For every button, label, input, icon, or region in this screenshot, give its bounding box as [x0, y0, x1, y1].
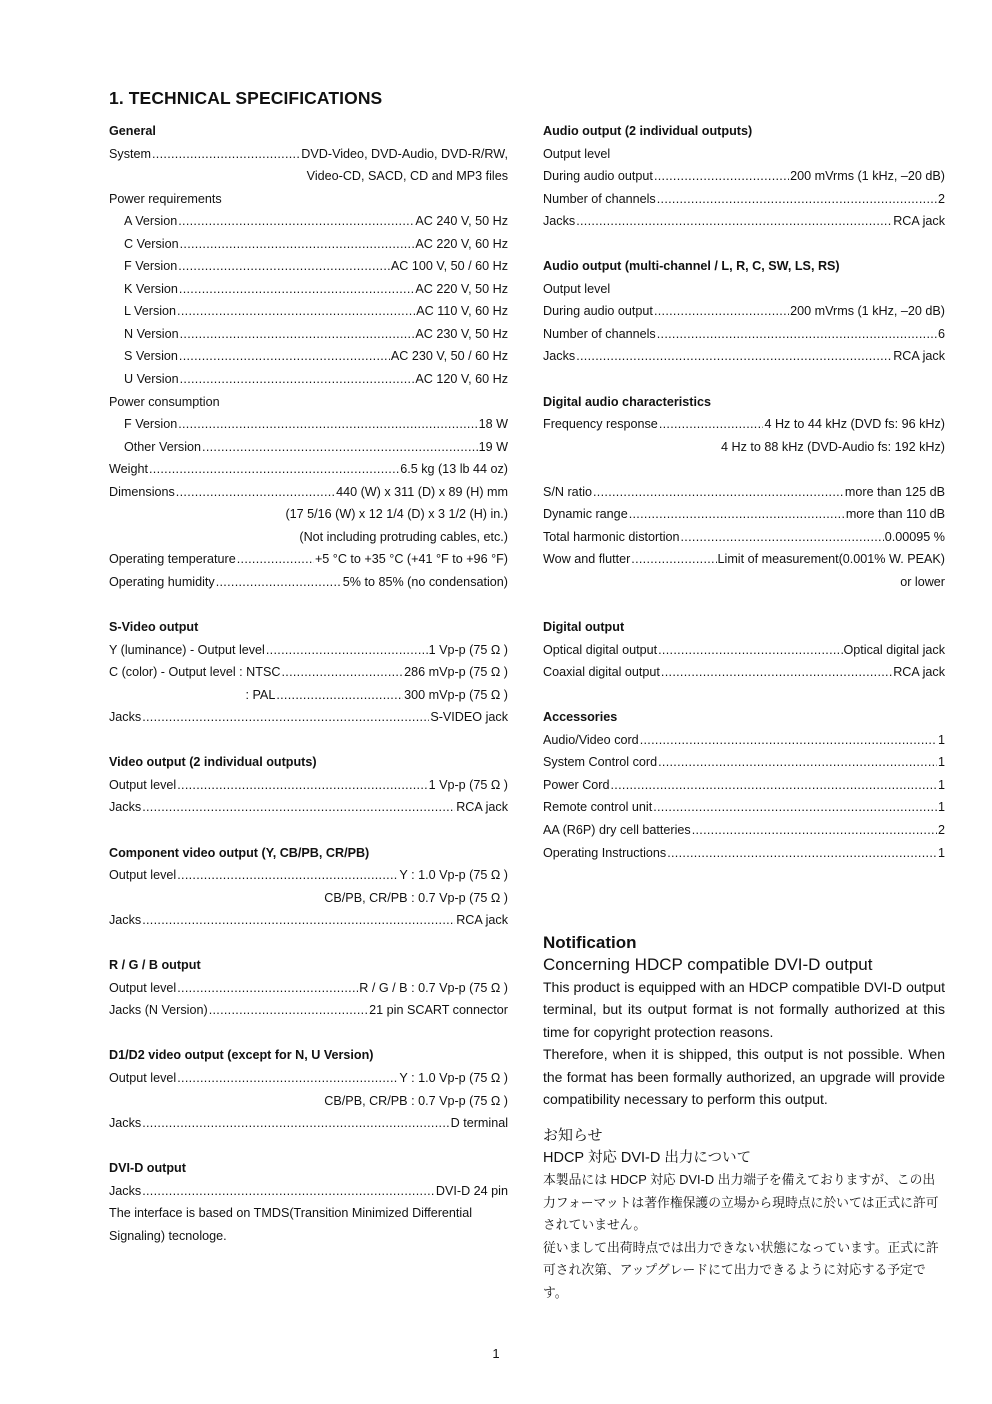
- dot-leader: [216, 571, 342, 594]
- dot-leader: [142, 1112, 449, 1135]
- dot-leader: [180, 323, 415, 346]
- spec-value: RCA jack: [893, 214, 945, 229]
- dot-leader: [661, 661, 892, 684]
- spec-label: A Version: [124, 214, 178, 229]
- spec-label: Frequency response: [543, 417, 658, 432]
- spec-row: [543, 345, 945, 368]
- spec-label: Dimensions: [109, 484, 175, 499]
- dot-leader: [657, 188, 937, 211]
- section-title: Audio output (2 individual outputs): [543, 124, 753, 138]
- spec-row: [109, 774, 508, 797]
- spec-label: Remote control unit: [543, 800, 653, 815]
- dot-leader: [142, 706, 429, 729]
- spec-row: [543, 323, 945, 346]
- spec-continuation: Video-CD, SACD, CD and MP3 files: [306, 169, 508, 184]
- spec-row: [543, 661, 945, 684]
- spec-row: [543, 526, 945, 549]
- spec-label: Number of channels: [543, 191, 656, 206]
- spec-row: [109, 864, 508, 887]
- dot-leader: [593, 481, 844, 504]
- spec-row: [543, 503, 945, 526]
- dot-leader: [142, 796, 455, 819]
- spec-label: Jacks: [543, 349, 576, 364]
- spec-text: Signaling) tecnologe.: [109, 1228, 227, 1243]
- spec-value: RCA jack: [893, 665, 945, 680]
- dot-leader: [149, 458, 399, 481]
- spec-value: RCA jack: [456, 913, 508, 928]
- spec-row: [543, 188, 945, 211]
- spec-row: [543, 751, 945, 774]
- spec-row: [109, 413, 508, 436]
- spec-text: Output level: [543, 146, 611, 161]
- spec-value: more than 110 dB: [845, 507, 945, 522]
- spec-label: Operating temperature: [109, 552, 236, 567]
- spec-row: [109, 661, 508, 684]
- section-title: Accessories: [543, 710, 618, 725]
- spec-value: Optical digital jack: [843, 642, 945, 657]
- dot-leader: [180, 368, 415, 391]
- notification-section: [543, 932, 945, 1110]
- spec-label: Output level: [109, 777, 177, 792]
- spec-row: [109, 548, 508, 571]
- spec-row: [109, 684, 508, 707]
- dot-leader: [281, 661, 403, 684]
- spacer: [109, 1135, 508, 1158]
- spec-label: Operating humidity: [109, 574, 215, 589]
- spec-label: Jacks: [109, 1116, 142, 1131]
- spec-value: Y : 1.0 Vp-p (75 Ω ): [399, 1070, 508, 1085]
- dot-leader: [657, 323, 937, 346]
- dot-leader: [611, 774, 937, 797]
- dot-leader: [142, 909, 455, 932]
- spec-row: [109, 210, 508, 233]
- spec-label: During audio output: [543, 304, 653, 319]
- dot-leader: [237, 548, 314, 571]
- spec-label: Audio/Video cord: [543, 732, 639, 747]
- spec-label: Jacks: [543, 214, 576, 229]
- dot-leader: [202, 436, 478, 459]
- spec-row: [109, 1180, 508, 1203]
- spec-row: [543, 481, 945, 504]
- dot-leader: [152, 143, 300, 166]
- spec-row: [543, 774, 945, 797]
- spacer: [543, 233, 945, 256]
- spec-value: R / G / B : 0.7 Vp-p (75 Ω ): [359, 980, 508, 995]
- japanese-notice-subtitle: HDCP 対応 DVI-D 出力について: [543, 1150, 752, 1166]
- spec-value: 6: [937, 326, 945, 341]
- spec-label: Output level: [109, 868, 177, 883]
- spec-value: 300 mVp-p (75 Ω ): [404, 687, 508, 702]
- spec-label: Jacks (N Version): [109, 1003, 208, 1018]
- spec-row: [109, 999, 508, 1022]
- dot-leader: [692, 819, 937, 842]
- spec-row: [109, 300, 508, 323]
- spec-row: [543, 548, 945, 571]
- spec-text: Output level: [543, 281, 611, 296]
- japanese-notice-title: お知らせ: [543, 1127, 603, 1144]
- spec-label: : PAL: [109, 687, 276, 702]
- spec-value: 1: [937, 777, 945, 792]
- spec-continuation: (17 5/16 (W) x 12 1/4 (D) x 3 1/2 (H) in.): [285, 507, 508, 522]
- section-title: S-Video output: [109, 620, 199, 635]
- spec-label: Coaxial digital output: [543, 665, 660, 680]
- spec-label: C Version: [124, 236, 179, 251]
- dot-leader: [654, 300, 789, 323]
- spec-value: AC 220 V, 50 Hz: [415, 281, 508, 296]
- spec-value: AC 220 V, 60 Hz: [415, 236, 508, 251]
- spec-value: 1: [937, 755, 945, 770]
- spec-value: 2: [937, 191, 945, 206]
- spec-label: Wow and flutter: [543, 552, 631, 567]
- spec-row: [109, 278, 508, 301]
- dot-leader: [177, 1067, 398, 1090]
- spacer: [109, 1022, 508, 1045]
- spec-label: L Version: [124, 304, 177, 319]
- spec-label: U Version: [124, 372, 179, 387]
- spec-label: C (color) - Output level : NTSC: [109, 665, 281, 680]
- spacer: [543, 458, 945, 481]
- spec-text: Power requirements: [109, 191, 222, 206]
- spec-label: Number of channels: [543, 326, 656, 341]
- spec-value: 18 W: [478, 417, 508, 432]
- notification-body: Therefore, when it is shipped, this output is not possible. When the format has been formally authorized, an upgrade will provide compatibility necessary to perform this output.: [543, 1046, 945, 1108]
- spec-row: [109, 909, 508, 932]
- spec-label: Jacks: [109, 800, 142, 815]
- spec-text: The interface is based on TMDS(Transition Minimized Differential: [109, 1206, 473, 1221]
- spec-label: F Version: [124, 417, 178, 432]
- spec-row: [543, 413, 945, 436]
- spec-label: Jacks: [109, 710, 142, 725]
- dot-leader: [142, 1180, 435, 1203]
- spec-value: 1: [937, 845, 945, 860]
- spec-continuation: CB/PB, CR/PB : 0.7 Vp-p (75 Ω ): [324, 1093, 508, 1108]
- spec-label: Jacks: [109, 1183, 142, 1198]
- spec-value: RCA jack: [456, 800, 508, 815]
- dot-leader: [658, 639, 842, 662]
- dot-leader: [177, 774, 427, 797]
- spec-label: S/N ratio: [543, 484, 592, 499]
- spec-label: Jacks: [109, 913, 142, 928]
- spec-label: Output level: [109, 1070, 177, 1085]
- spec-row: [543, 165, 945, 188]
- spec-continuation: CB/PB, CR/PB : 0.7 Vp-p (75 Ω ): [324, 890, 508, 905]
- spec-row: [109, 796, 508, 819]
- spec-row: [109, 255, 508, 278]
- notification-body: This product is equipped with an HDCP compatible DVI-D output terminal, but its output format is not formally authorized at this time for copyright protection reasons.: [543, 979, 945, 1040]
- spec-row: [543, 819, 945, 842]
- spec-value: 440 (W) x 311 (D) x 89 (H) mm: [336, 484, 508, 499]
- spec-label: System Control cord: [543, 755, 658, 770]
- spec-value: 286 mVp-p (75 Ω ): [404, 665, 508, 680]
- section-title: Component video output (Y, CB/PB, CR/PB): [109, 845, 370, 860]
- spec-value: 200 mVrms (1 kHz, –20 dB): [790, 169, 945, 184]
- spec-label: S Version: [124, 349, 178, 364]
- spec-column-right: [543, 120, 945, 864]
- dot-leader: [653, 796, 937, 819]
- spacer: [109, 593, 508, 616]
- spec-continuation: 4 Hz to 88 kHz (DVD-Audio fs: 192 kHz): [721, 439, 945, 454]
- spec-value: AC 240 V, 50 Hz: [415, 214, 508, 229]
- spec-value: 1: [937, 800, 945, 815]
- spec-value: 21 pin SCART connector: [369, 1003, 508, 1018]
- spec-label: Power Cord: [543, 777, 610, 792]
- spec-label: Other Version: [124, 439, 202, 454]
- spec-label: Dynamic range: [543, 507, 628, 522]
- spec-value: 1: [937, 732, 945, 747]
- spec-row: [109, 571, 508, 594]
- spec-row: [109, 481, 508, 504]
- section-title: R / G / B output: [109, 958, 201, 973]
- dot-leader: [177, 977, 358, 1000]
- dot-leader: [667, 842, 937, 865]
- dot-leader: [576, 210, 892, 233]
- dot-leader: [629, 503, 845, 526]
- spec-row: [109, 345, 508, 368]
- dot-leader: [654, 165, 789, 188]
- spec-row: [109, 436, 508, 459]
- spec-value: 1 Vp-p (75 Ω ): [428, 777, 508, 792]
- spec-value: 6.5 kg (13 lb 44 oz): [400, 462, 508, 477]
- spec-label: N Version: [124, 326, 179, 341]
- spec-value: 5% to 85% (no condensation): [342, 574, 508, 589]
- dot-leader: [631, 548, 716, 571]
- spec-row: [109, 458, 508, 481]
- dot-leader: [266, 639, 428, 662]
- spec-row: [543, 796, 945, 819]
- spec-row: [543, 639, 945, 662]
- spacer: [543, 368, 945, 391]
- spec-label: Total harmonic distortion: [543, 529, 680, 544]
- dot-leader: [178, 413, 477, 436]
- spec-row: [109, 368, 508, 391]
- dot-leader: [177, 300, 415, 323]
- spec-value: AC 120 V, 60 Hz: [415, 372, 508, 387]
- spec-label: Optical digital output: [543, 642, 658, 657]
- dot-leader: [658, 751, 937, 774]
- notification-subtitle: Concerning HDCP compatible DVI-D output: [543, 955, 873, 974]
- spec-value: S-VIDEO jack: [430, 710, 508, 725]
- dot-leader: [179, 345, 390, 368]
- spec-value: AC 100 V, 50 / 60 Hz: [390, 259, 508, 274]
- spec-value: 200 mVrms (1 kHz, –20 dB): [790, 304, 945, 319]
- notification-title: Notification: [543, 933, 637, 952]
- page-number: 1: [492, 1346, 500, 1361]
- spec-value: 2: [937, 822, 945, 837]
- spec-row: [109, 233, 508, 256]
- spec-column-left: [109, 120, 508, 1247]
- section-title: Video output (2 individual outputs): [109, 755, 317, 770]
- section-title: DVI-D output: [109, 1161, 186, 1176]
- section-title: Digital output: [543, 620, 625, 635]
- spec-value: DVD-Video, DVD-Audio, DVD-R/RW,: [301, 146, 508, 161]
- spec-row: [109, 1112, 508, 1135]
- spec-row: [109, 1067, 508, 1090]
- spacer: [543, 593, 945, 616]
- dot-leader: [176, 481, 335, 504]
- spacer: [109, 819, 508, 842]
- spec-value: D terminal: [450, 1116, 508, 1131]
- section-title: Audio output (multi-channel / L, R, C, SW, LS, RS): [543, 259, 840, 274]
- spec-label: Operating Instructions: [543, 845, 667, 860]
- spec-label: During audio output: [543, 169, 653, 184]
- spec-continuation: (Not including protruding cables, etc.): [299, 529, 508, 544]
- dot-leader: [640, 729, 937, 752]
- dot-leader: [179, 278, 414, 301]
- spec-label: AA (R6P) dry cell batteries: [543, 822, 691, 837]
- spec-label: Weight: [109, 462, 148, 477]
- spacer: [109, 729, 508, 752]
- spec-row: [543, 300, 945, 323]
- spec-value: 1 Vp-p (75 Ω ): [428, 642, 508, 657]
- page-title: 1. TECHNICAL SPECIFICATIONS: [109, 88, 383, 108]
- spec-label: System: [109, 146, 151, 161]
- spec-row: [109, 143, 508, 166]
- dot-leader: [276, 684, 403, 707]
- japanese-notice-section: [543, 1125, 945, 1304]
- spec-row: [109, 706, 508, 729]
- spec-row: [543, 210, 945, 233]
- spec-value: Y : 1.0 Vp-p (75 Ω ): [399, 868, 508, 883]
- japanese-notice-body: 本製品には HDCP 対応 DVI-D 出力端子を備えておりますが、この出力フォーマットは著作権保護の立場から現時点に於いては正式に許可されていません。: [543, 1172, 939, 1232]
- spacer: [109, 932, 508, 955]
- spec-value: 4 Hz to 44 kHz (DVD fs: 96 kHz): [764, 417, 945, 432]
- spec-value: 19 W: [478, 439, 508, 454]
- spec-value: AC 230 V, 50 Hz: [415, 326, 508, 341]
- dot-leader: [659, 413, 764, 436]
- spec-label: Y (luminance) - Output level: [109, 642, 265, 657]
- spec-label: F Version: [124, 259, 178, 274]
- japanese-notice-body: 従いまして出荷時点では出力できない状態になっています。正式に許可され次第、アップグレードにて出力できるように対応する予定です。: [543, 1239, 939, 1300]
- dot-leader: [177, 864, 398, 887]
- spec-value: +5 °C to +35 °C (+41 °F to +96 °F): [314, 552, 508, 567]
- spacer: [543, 684, 945, 707]
- spec-value: 0.00095 %: [884, 529, 945, 544]
- dot-leader: [209, 999, 368, 1022]
- spec-value: DVI-D 24 pin: [435, 1183, 508, 1198]
- spec-value: more than 125 dB: [844, 484, 945, 499]
- spec-row: [109, 977, 508, 1000]
- spec-continuation: or lower: [900, 574, 945, 589]
- spec-label: K Version: [124, 281, 178, 296]
- spec-value: RCA jack: [893, 349, 945, 364]
- spec-label: Output level: [109, 980, 177, 995]
- dot-leader: [681, 526, 884, 549]
- spec-text: Power consumption: [109, 394, 220, 409]
- spec-value: Limit of measurement(0.001% W. PEAK): [717, 552, 945, 567]
- section-title: D1/D2 video output (except for N, U Version): [109, 1048, 374, 1063]
- spec-value: AC 230 V, 50 / 60 Hz: [390, 349, 508, 364]
- spec-row: [543, 842, 945, 865]
- section-title: General: [109, 124, 156, 138]
- dot-leader: [178, 210, 414, 233]
- spec-row: [109, 323, 508, 346]
- spec-value: AC 110 V, 60 Hz: [416, 304, 508, 319]
- dot-leader: [180, 233, 415, 256]
- dot-leader: [178, 255, 390, 278]
- spec-row: [543, 729, 945, 752]
- dot-leader: [576, 345, 892, 368]
- section-title: Digital audio characteristics: [543, 394, 711, 409]
- spec-row: [109, 639, 508, 662]
